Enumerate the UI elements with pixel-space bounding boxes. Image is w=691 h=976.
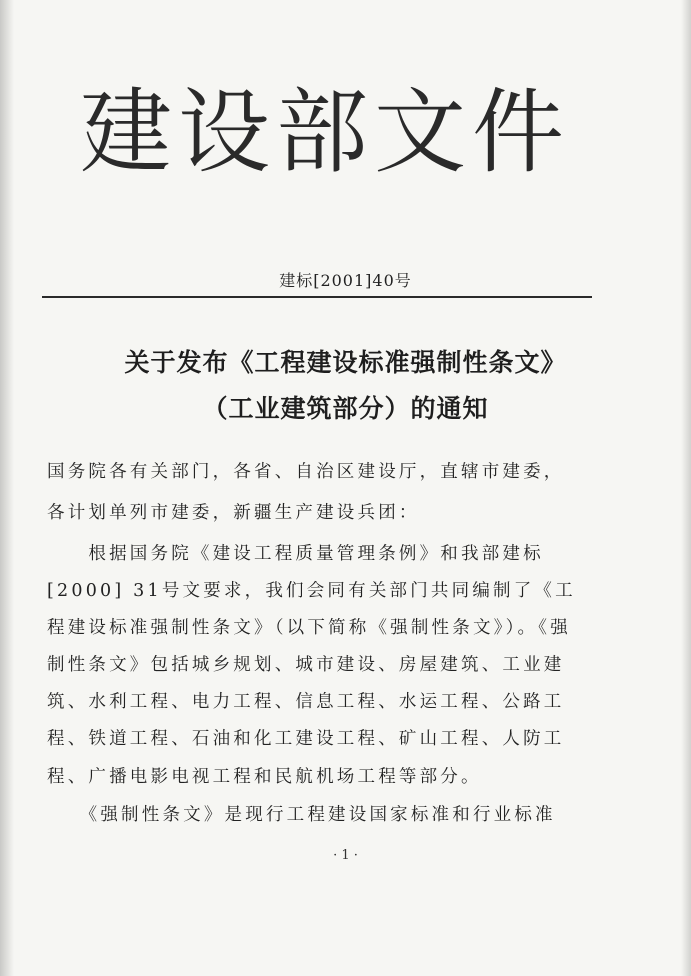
header-divider <box>42 296 592 298</box>
body-line-9: 程、广播电影电视工程和民航机场工程等部分。 <box>47 767 482 787</box>
body-line-4: [2000] 31号文要求，我们会同有关部门共同编制了《工 <box>47 581 576 601</box>
body-line-1: 国务院各有关部门，各省、自治区建设厅，直辖市建委， <box>47 462 565 482</box>
body-line-2: 各计划单列市建委，新疆生产建设兵团： <box>47 503 420 523</box>
body-line-3: 根据国务院《建设工程质量管理条例》和我部建标 <box>47 544 544 564</box>
notice-title-line-1: 关于发布《工程建设标准强制性条文》 <box>124 348 567 377</box>
page-number: · 1 · <box>333 848 358 863</box>
scan-shadow-left <box>0 0 14 976</box>
body-line-8: 程、铁道工程、石油和化工建设工程、矿山工程、人防工 <box>47 729 565 749</box>
body-line-10: 《强制性条文》是现行工程建设国家标准和行业标准 <box>47 805 556 825</box>
body-line-5: 程建设标准强制性条文》（以下简称《强制性条文》）。《强 <box>47 618 571 638</box>
document-number: 建标[2001]40号 <box>279 271 412 290</box>
body-line-7: 筑、水利工程、电力工程、信息工程、水运工程、公路工 <box>47 692 565 712</box>
body-line-6: 制性条文》包括城乡规划、城市建设、房屋建筑、工业建 <box>47 655 565 675</box>
notice-title-line-2: （工业建筑部分）的通知 <box>202 394 489 423</box>
ministry-document-header: 建设部文件 <box>80 79 571 186</box>
scan-shadow-right <box>681 0 691 976</box>
